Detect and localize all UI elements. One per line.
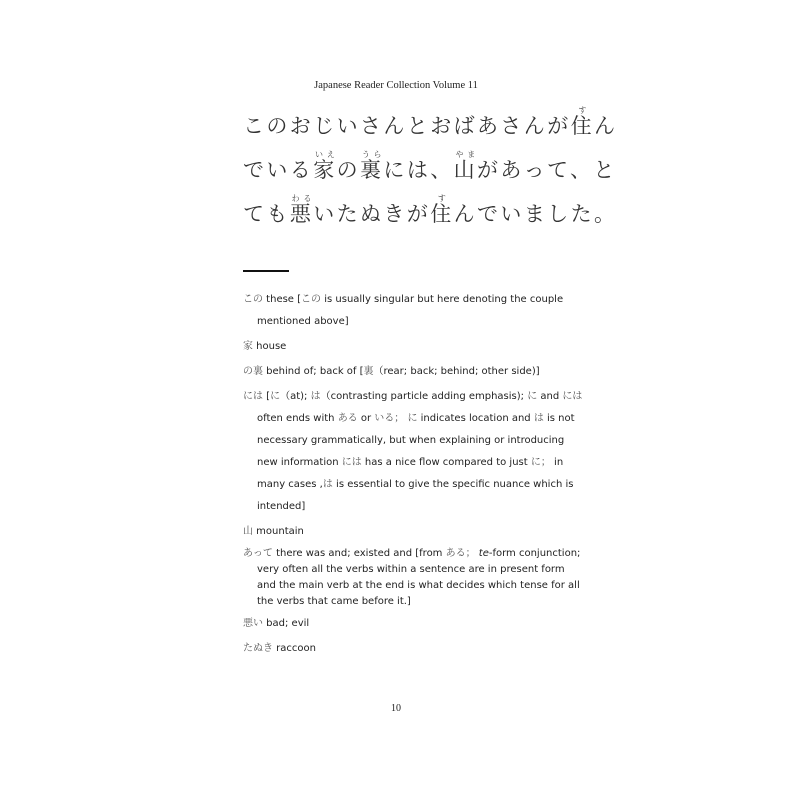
glossary-entry-kono [243,289,583,333]
furigana: す [570,106,595,115]
text: ん [594,114,618,138]
kanji: 住 [430,202,454,226]
term: 山 [243,526,253,537]
kanji: 悪 [289,202,314,226]
glossary-entry-no-ura [243,361,583,383]
definition: raccoon [273,643,316,654]
term-ref: に [407,413,418,424]
passage-line-3 [243,192,618,236]
text: の [336,158,361,182]
kanji: 山 [453,158,478,182]
text: には、 [383,158,454,182]
furigana: わる [289,194,314,203]
term: あって [243,548,273,559]
term-ref: に [527,391,538,402]
furigana: うら [360,150,384,159]
term-ref: に [270,391,281,402]
term: たぬき [243,643,273,654]
definition: （at); [280,391,311,402]
definition: mountain [253,526,304,537]
furigana: す [430,194,454,203]
definition: bad; evil [263,618,310,629]
term: 家 [243,341,253,352]
glossary-entry-tanuki [243,638,583,660]
vocabulary-glossary [243,289,583,660]
furigana-word [570,106,595,138]
term-ref: は [310,391,321,402]
glossary-entry-warui [243,613,583,635]
text: でいる [243,158,314,182]
furigana-word [430,194,454,226]
running-header: Japanese Reader Collection Volume 11 [314,80,478,91]
page-number: 10 [391,703,401,714]
term-ref: この [301,294,322,305]
definition: these [ [263,294,302,305]
term-ref: には [562,391,583,402]
passage-line-1 [243,104,618,148]
term: 悪い [243,618,263,629]
furigana: いえ [313,150,337,159]
definition-italic: te [478,548,489,559]
term-ref: は [322,479,333,490]
text: があって、と [477,158,617,182]
term: この [243,294,263,305]
term-ref: ある； [445,548,476,559]
kanji: 住 [570,114,595,138]
kanji: 家 [313,158,337,182]
definition: indicates location and [417,413,534,424]
glossary-entry-yama [243,521,583,543]
term-ref: 裏 [363,366,374,377]
term: の裏 [243,366,263,377]
term-ref: に； [530,457,551,468]
text: いたぬきが [313,202,431,226]
furigana: やま [453,150,478,159]
definition: -form conjunction; very often all the verbs within a sentence are in present form and the main verb at the end is what decides which tense for all the verbs that came before it.] [257,548,581,607]
furigana-word [289,194,314,226]
definition: and [537,391,563,402]
definition: behind of; back of [ [263,366,364,377]
glossary-entry-ie [243,336,583,358]
definition: has a nice flow compared to just [361,457,531,468]
text: このおじいさんとおばあさんが [243,114,571,138]
term: には [243,391,263,402]
text: んでいました。 [453,202,618,226]
furigana-word [360,150,384,182]
japanese-passage [243,104,618,236]
kanji: 裏 [360,158,384,182]
glossary-entry-niwa [243,386,583,518]
definition: is usually singular but here denoting the couple mentioned above] [257,294,564,327]
passage-line-2 [243,148,617,192]
definition: often ends with [257,413,338,424]
glossary-entry-atte [243,546,583,610]
term-ref: には [341,457,362,468]
definition: or [357,413,375,424]
term-ref: ある [337,413,358,424]
text: ても [243,202,290,226]
section-divider [243,270,289,272]
definition: is not necessary grammatically, but when explaining or introducing new information [257,413,575,468]
definition: house [253,341,287,352]
definition: [ [263,391,271,402]
definition: there was and; existed and [from [272,548,446,559]
definition: in many cases , [257,457,564,490]
furigana-word [313,150,337,182]
definition: is essential to give the specific nuance which is intended] [257,479,574,512]
term-ref: いる； [374,413,405,424]
term-ref: は [533,413,544,424]
furigana-word [453,150,478,182]
definition: （contrasting particle adding emphasis); [320,391,528,402]
definition: （rear; back; behind; other side)] [373,366,540,377]
